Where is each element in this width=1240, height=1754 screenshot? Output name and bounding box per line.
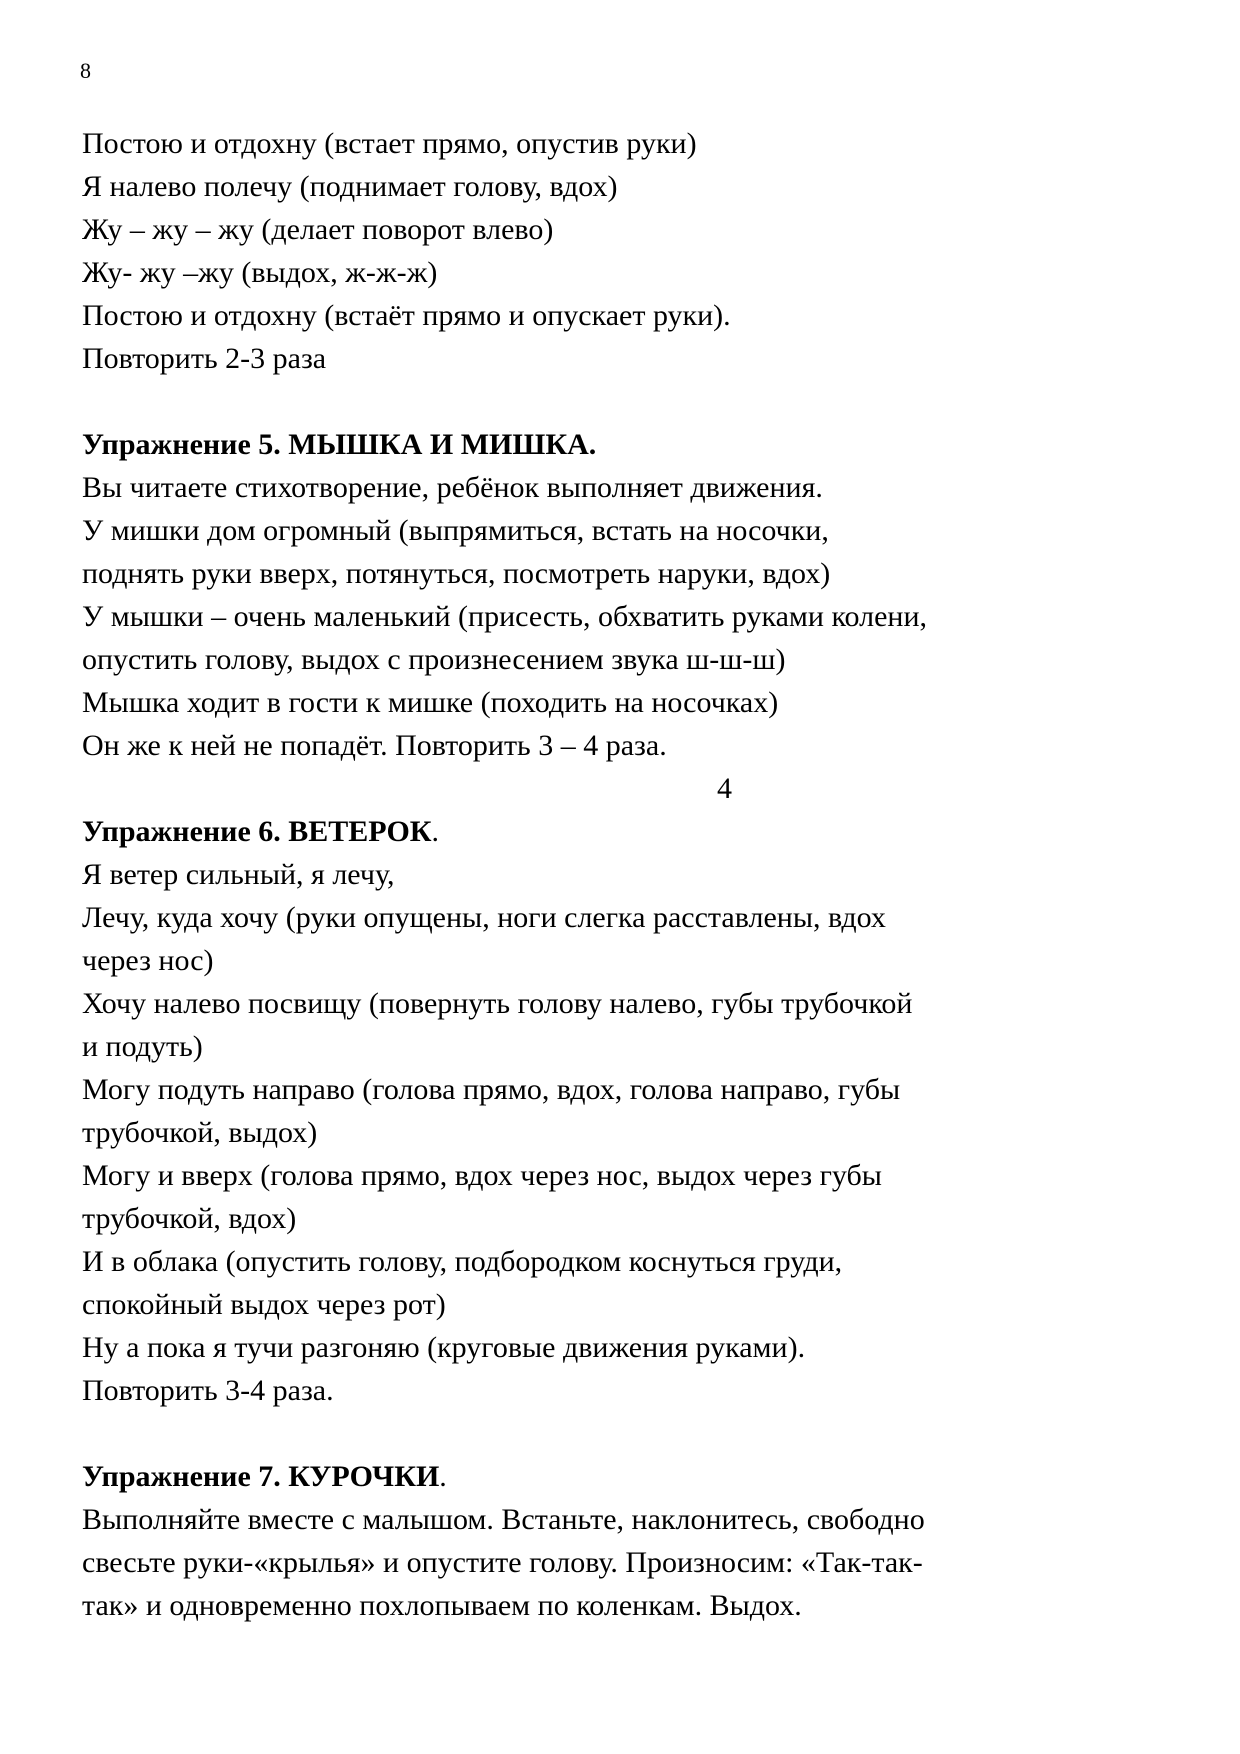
text-line: Жу- жу –жу (выдох, ж-ж-ж)	[82, 256, 438, 289]
section-heading: Упражнение 5. МЫШКА И МИШКА.	[82, 428, 597, 461]
blank-line	[82, 380, 1222, 423]
text-line: Хочу налево посвищу (повернуть голову налево, губы трубочкой	[82, 987, 913, 1020]
document-content	[82, 122, 1222, 1627]
text-line: Лечу, куда хочу (руки опущены, ноги слегка расставлены, вдох	[82, 901, 886, 934]
text-line: Мышка ходит в гости к мишке (походить на носочках)	[82, 686, 779, 719]
section-heading: Упражнение 6. ВЕТЕРОК.	[82, 815, 440, 848]
text-line: Могу подуть направо (голова прямо, вдох, голова направо, губы	[82, 1073, 901, 1106]
text-line: Я ветер сильный, я лечу,	[82, 858, 395, 891]
text-line: свесьте руки-«крылья» и опустите голову. Произносим: «Так-так-	[82, 1546, 923, 1579]
text-line: Ну а пока я тучи разгоняю (круговые движения руками).	[82, 1331, 806, 1364]
text-line: Жу – жу – жу (делает поворот влево)	[82, 213, 554, 246]
text-line: опустить голову, выдох с произнесением звука ш-ш-ш)	[82, 643, 786, 676]
blank-line	[82, 1412, 1222, 1455]
text-line: трубочкой, выдох)	[82, 1116, 318, 1149]
text-line: через нос)	[82, 944, 214, 977]
text-line: Он же к ней не попадёт. Повторить 3 – 4 раза.	[82, 729, 667, 762]
text-line: и подуть)	[82, 1030, 203, 1063]
text-line: Постою и отдохну (встаёт прямо и опускает руки).	[82, 299, 731, 332]
text-line: так» и одновременно похлопываем по коленкам. Выдох.	[82, 1589, 802, 1622]
text-line: Могу и вверх (голова прямо, вдох через нос, выдох через губы	[82, 1159, 882, 1192]
text-line: У мишки дом огромный (выпрямиться, встать на носочки,	[82, 514, 829, 547]
stray-page-number: 4	[717, 772, 732, 805]
page-number: 8	[80, 58, 91, 83]
text-line: Выполняйте вместе с малышом. Встаньте, наклонитесь, свободно	[82, 1503, 925, 1536]
text-line: Повторить 2-3 раза	[82, 342, 327, 375]
text-line: Повторить 3-4 раза.	[82, 1374, 334, 1407]
text-line: Я налево полечу (поднимает голову, вдох)	[82, 170, 618, 203]
section-heading: Упражнение 7. КУРОЧКИ.	[82, 1460, 447, 1493]
text-line: И в облака (опустить голову, подбородком коснуться груди,	[82, 1245, 843, 1278]
text-line: спокойный выдох через рот)	[82, 1288, 446, 1321]
text-line: Постою и отдохну (встает прямо, опустив руки)	[82, 127, 697, 160]
text-line: поднять руки вверх, потянуться, посмотреть наруки, вдох)	[82, 557, 831, 590]
text-line: трубочкой, вдох)	[82, 1202, 297, 1235]
text-line: У мышки – очень маленький (присесть, обхватить руками колени,	[82, 600, 928, 633]
text-line: Вы читаете стихотворение, ребёнок выполняет движения.	[82, 471, 823, 504]
